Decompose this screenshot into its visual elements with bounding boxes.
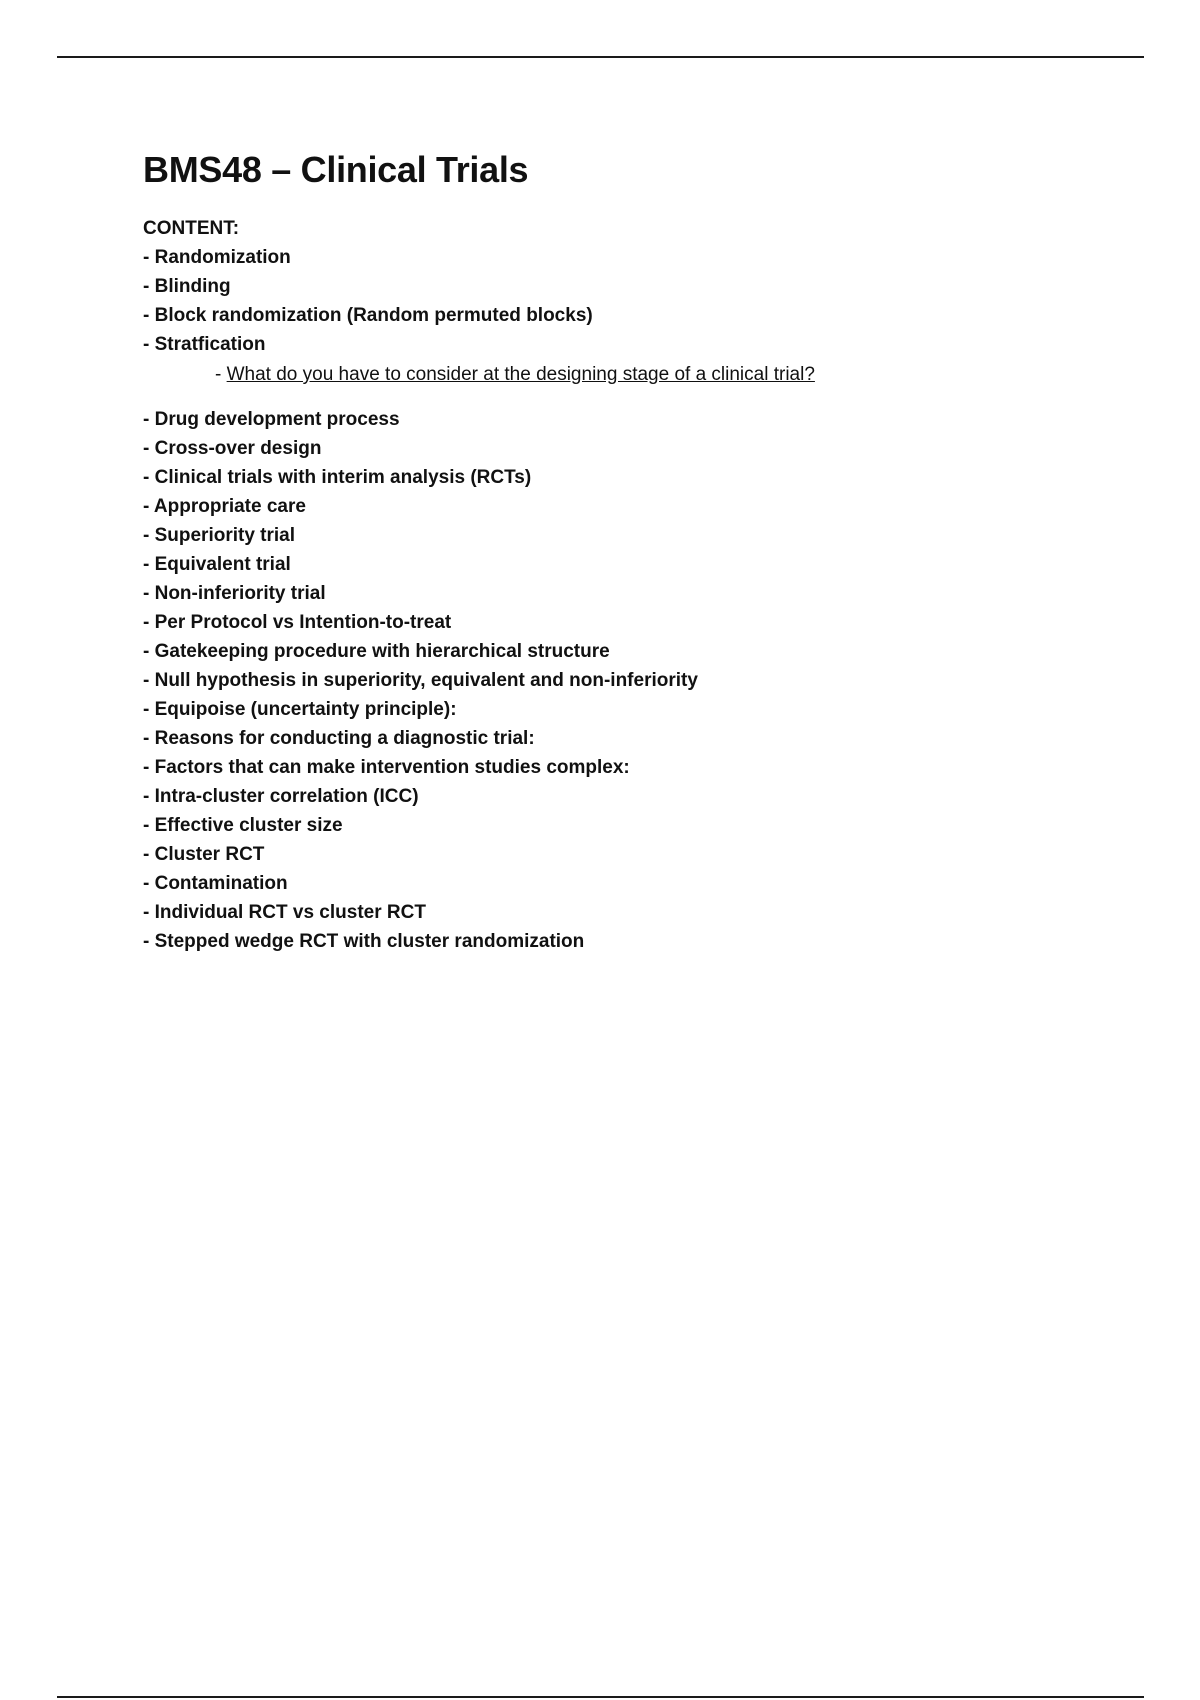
topic-item: - Cluster RCT: [143, 844, 265, 865]
sub-question-text: What do you have to consider at the designing stage of a clinical trial?: [226, 364, 815, 385]
document-body: [143, 146, 1103, 956]
topic-item: - Factors that can make intervention studies complex:: [143, 757, 630, 778]
topic-item: - Gatekeeping procedure with hierarchical structure: [143, 641, 610, 662]
topic-item: - Block randomization (Random permuted blocks): [143, 305, 593, 326]
topic-item: - Cross-over design: [143, 438, 322, 459]
topic-item: - Superiority trial: [143, 525, 296, 546]
sub-question: [215, 360, 1103, 389]
topic-item: - Intra-cluster correlation (ICC): [143, 786, 419, 807]
topic-item: - Equivalent trial: [143, 554, 291, 575]
document-title: BMS48 – Clinical Trials: [143, 149, 529, 190]
topic-item: - Effective cluster size: [143, 815, 343, 836]
topic-item: - Null hypothesis in superiority, equivalent and non-inferiority: [143, 670, 698, 691]
topic-item: - Stratfication: [143, 334, 266, 355]
topic-list-part1: [143, 243, 1103, 359]
topic-item: - Non-inferiority trial: [143, 583, 326, 604]
topic-item: - Drug development process: [143, 409, 400, 430]
content-label: CONTENT:: [143, 218, 240, 239]
topic-item: - Randomization: [143, 247, 291, 268]
topic-item: - Appropriate care: [143, 496, 306, 517]
topic-item: - Clinical trials with interim analysis (RCTs): [143, 467, 532, 488]
topic-list-part2: [143, 405, 1103, 956]
topic-item: - Per Protocol vs Intention-to-treat: [143, 612, 452, 633]
sub-question-prefix: -: [215, 364, 227, 385]
topic-item: - Contamination: [143, 873, 288, 894]
topic-item: - Equipoise (uncertainty principle):: [143, 699, 457, 720]
topic-item: - Individual RCT vs cluster RCT: [143, 902, 426, 923]
topic-item: - Reasons for conducting a diagnostic trial:: [143, 728, 535, 749]
spacer: [143, 389, 1103, 405]
topic-item: - Blinding: [143, 276, 231, 297]
topic-item: - Stepped wedge RCT with cluster randomization: [143, 931, 585, 952]
header-rule: [57, 56, 1144, 58]
footer-rule: [57, 1696, 1144, 1698]
